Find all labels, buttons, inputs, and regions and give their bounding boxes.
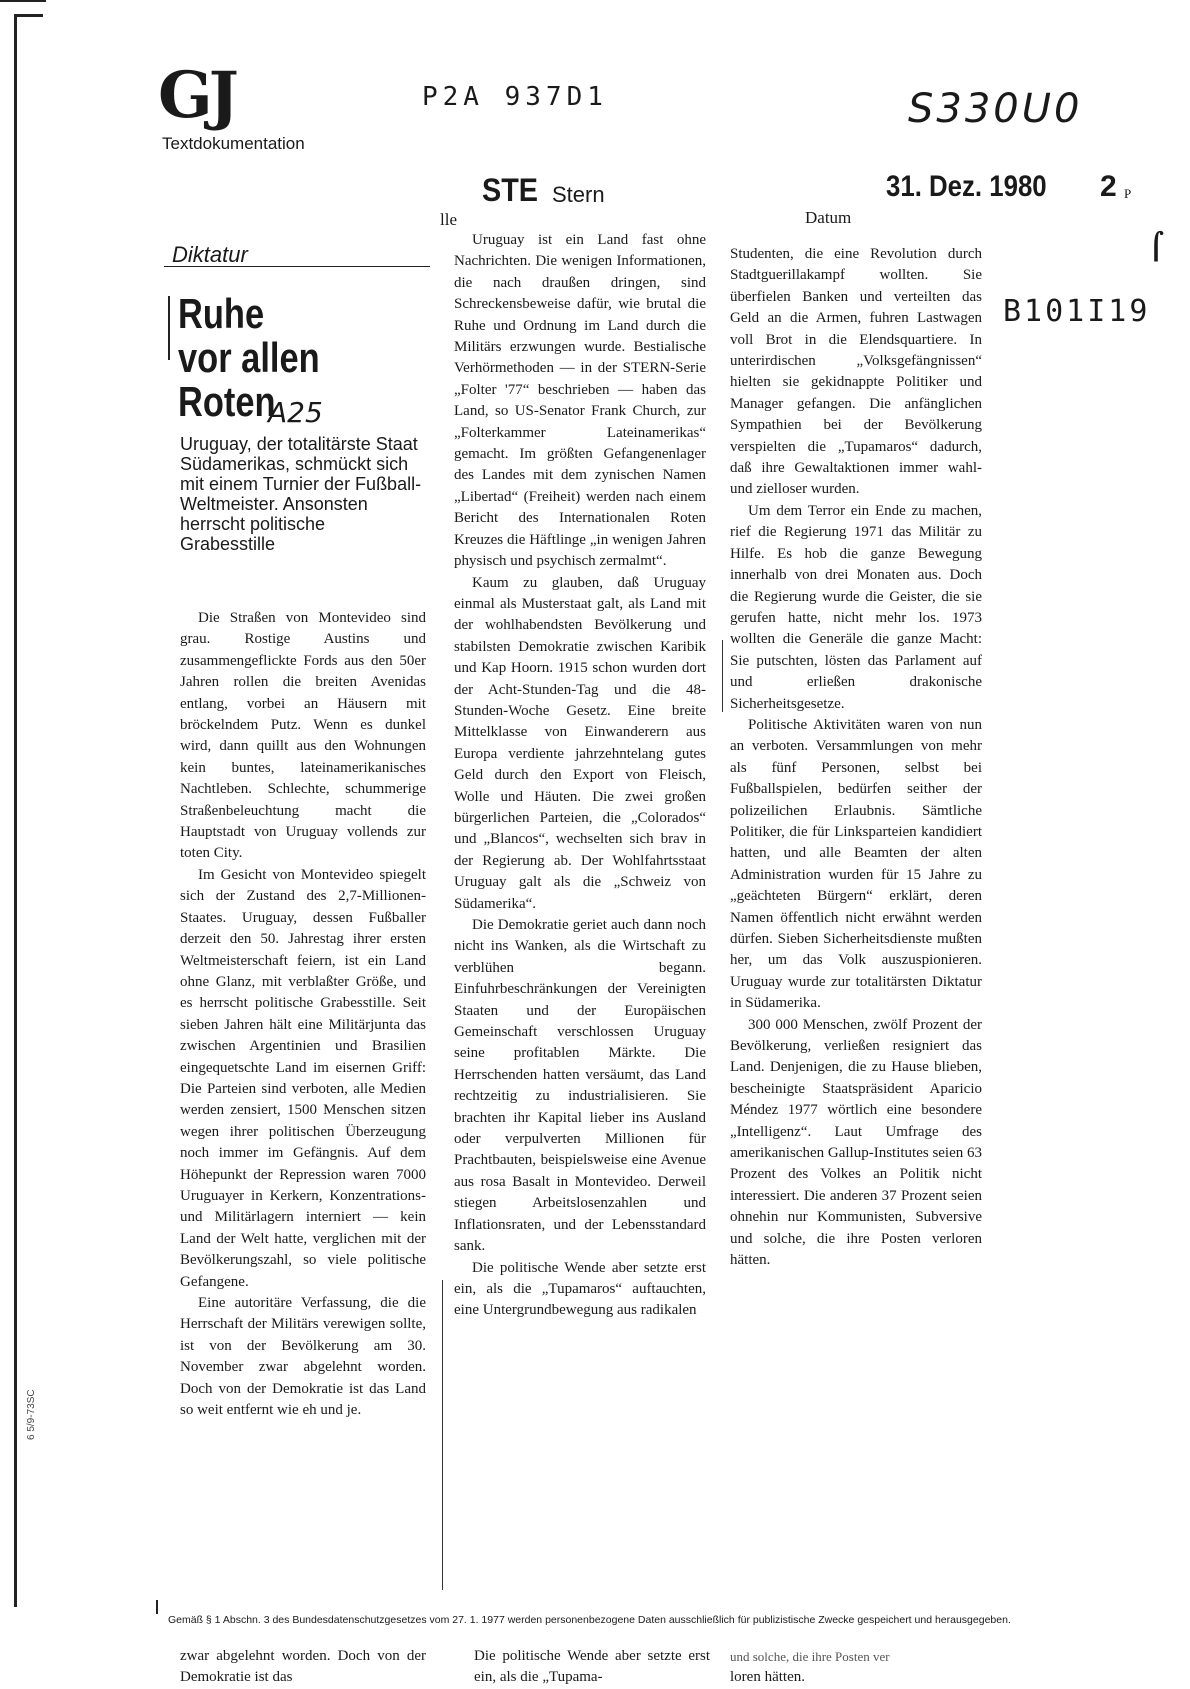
duplicate-strip-col-1: zwar abgelehnt worden. Doch von der Demokratie ist das <box>180 1648 426 1686</box>
handwritten-reference: S330U0 <box>908 86 1083 132</box>
paragraph: Kaum zu glauben, daß Uruguay einmal als Musterstaat galt, als Land mit der wohlhabendsten Bevölkerung und stabilsten Demokratie zwischen Karibik und Kap Hoorn. 1915 schon wurden dort der Acht-Stunden-Tag und die 48-Stunden-Woche Gesetz. Eine breite Mittelklasse von Einwanderern aus Europa verdiente jahrzehntelang gutes Geld durch den Export von Fleisch, Wolle und Häuten. Die zwei großen bürgerlichen Parteien, die „Colorados“ und „Blancos“, wechselten sich brav in der Regierung ab. Der Wohlfahrtsstaat Uruguay galt als die „Schweiz von Südamerika“. <box>454 574 706 912</box>
source-code: STE <box>482 172 539 208</box>
rubric-divider <box>164 266 430 267</box>
paragraph: Die politische Wende aber setzte erst ein, als die „Tupamaros“ auftauchten, eine Untergrundbewegung aus radikalen <box>454 1259 706 1319</box>
page-number: 2 <box>1100 170 1117 203</box>
duplicate-strip-col-3 <box>730 1646 982 1689</box>
rubric-label: Diktatur <box>172 242 248 267</box>
logo-subtitle: Textdokumentation <box>162 134 305 153</box>
paragraph: Die Straßen von Montevideo sind grau. Rostige Austins und zusammengeflickte Fords aus den 50er Jahren rollen die breiten Avenidas entlang, vorbei an Häusern mit bröckelndem Putz. Wenn es dunkel wird, dann quillt aus den Wohnungen kein buntes, lateinamerikanisches Nachtleben. Schlechte, schummerige Straßenbeleuchtung macht die Hauptstadt von Uruguay vollends zur toten City. <box>180 610 426 862</box>
ile-label: lle <box>440 210 457 229</box>
archive-code: B101I19 <box>1003 294 1151 329</box>
gj-logo: GJ <box>158 58 235 133</box>
scan-corner-mark <box>0 0 46 6</box>
column-rule-margin <box>442 1280 443 1590</box>
headline-line: Ruhe <box>178 290 265 337</box>
page-suffix: P <box>1124 186 1132 201</box>
paragraph: 300 000 Menschen, zwölf Prozent der Bevölkerung, verließen resigniert das Land. Denjenigen, die zu Hause blieben, bescheinigte Staatspräsident Aparicio Méndez 1977 wörtlich eine besondere „Intelligenz“. Laut Umfrage des amerikanischen Gallup-Institutes seien 63 Prozent des Volkes an Politik nicht interessiert. Die anderen 37 Prozent seien ohnehin nur Kommunisten, Subversive und solche, die ihre Posten verloren hätten. <box>730 1016 983 1269</box>
scan-left-border <box>14 14 43 1607</box>
date-stamp: 31. Dez. 1980 <box>886 170 1047 203</box>
paragraph: Im Gesicht von Montevideo spiegelt sich der Zustand des 2,7-Millionen-Staates. Uruguay, dessen Fußballer derzeit den 50. Jahrestag ihrer ersten Weltmeisterschaft feiern, ist ein Land ohne Glanz, mit verblaßter Größe, und es herrscht politische Grabesstille. Seit sieben Jahren hält eine Militärjunta das zwischen Argentinien und Brasilien eingequetschte Land im eisernen Griff: Die Parteien sind verboten, alle Medien werden zensiert, 1500 Menschen sitzen wegen ihrer politischen Überzeugung noch immer im Gefängnis. Auf dem Höhepunkt der Repression waren 7000 Uruguayer in Kerkern, Konzentrations- und Militärlagern interniert — kein Land der Welt hatte, verglichen mit der Bevölkerungszahl, so viele politische Gefangene. <box>180 866 426 1290</box>
handwritten-note: A25 <box>268 396 323 429</box>
headline-line: Roten <box>178 378 276 425</box>
duplicate-strip-faint-line: und solche, die ihre Posten ver <box>730 1649 890 1664</box>
article-deck: Uruguay, der totalitärste Staat Südamerikas, schmückt sich mit einem Turnier der Fußball-Weltmeister. Ansonsten herrscht politische Grabesstille <box>180 434 422 554</box>
column-rule-margin <box>722 640 723 712</box>
headline-margin-mark <box>168 296 170 360</box>
article-column-2 <box>454 230 706 1322</box>
duplicate-strip-line: loren hätten. <box>730 1669 805 1686</box>
paragraph: Uruguay ist ein Land fast ohne Nachrichten. Die wenigen Informationen, die nach draußen dringen, sind Schreckensbeweise dafür, wie brutal die Ruhe und Ordnung im Land durch die Militärs erzwungen wurde. Bestialische Verhörmethoden — in der STERN-Serie „Folter '77“ beschrieben — haben das Land, so US-Senator Frank Church, zur „Folterkammer Lateinamerikas“ gemacht. Im größten Gefangenenlager des Landes mit dem zynischen Namen „Libertad“ (Freiheit) werden nach einem Bericht des Internationalen Roten Kreuzes die Häftlinge „in wenigen Jahren physisch und psychisch zermalmt“. <box>454 232 706 570</box>
headline-line: vor allen <box>178 334 320 381</box>
side-code: 6 5/9-73SC <box>26 1389 37 1440</box>
paragraph: Politische Aktivitäten waren von nun an verboten. Versammlungen von mehr als fünf Personen, selbst bei Fußballspielen, bedürfen seither der polizeilichen Erlaubnis. Sämtliche Politiker, die für Linksparteien kandidiert hatten, und alle Beamten der alten Administration wurden für 15 Jahre zu „geächteten Bürgern“ erklärt, deren Namen öffentlich nicht erwähnt werden dürfen. Sieben Sicherheitsdienste mußten her, um das Volk auszuspionieren. Uruguay wurde zur totalitärsten Diktatur in Südamerika. <box>730 716 982 1012</box>
paragraph: Studenten, die eine Revolution durch Stadtguerillakampf wollten. Sie überfielen Banken und verteilten das Geld an die Armen, fuhren Lastwagen voll Brot in die Elendsquartiere. In unterirdischen „Volksgefängnissen“ hielten sie gekidnappte Politiker und Manager gefangen. Die anfänglichen Sympathien bei der Bevölkerung verspielten die „Tupamaros“ dadurch, daß ihre Gewaltaktionen immer wahl- und zielloser wurden. <box>730 246 982 498</box>
article-column-3 <box>730 244 982 1272</box>
source-name: Stern <box>552 182 605 207</box>
paragraph: Die Demokratie geriet auch dann noch nicht ins Wanken, als die Wirtschaft zu verblühen begann. Einfuhrbeschränkungen der Vereinigten Staaten und der Europäischen Gemeinschaft verschlossen Uruguay seine profitablen Märkte. Die Herrschenden hatten versäumt, das Land rechtzeitig zu industrialisieren. Sie brachten ihr Kapital lieber ins Ausland oder verpulverten Millionen für Prachtbauten, beispielsweise eine Avenue aus rosa Basalt in Montevideo. Derweil stiegen Arbeitslosenzahlen und Inflationsraten, und der Lebensstandard sank. <box>454 917 706 1255</box>
legal-margin-mark <box>156 1600 158 1614</box>
datum-label: Datum <box>805 208 852 227</box>
duplicate-strip-col-2: Die politische Wende aber setzte erst ein, als die „Tupama- <box>474 1648 710 1686</box>
paragraph: Um dem Terror ein Ende zu machen, rief die Regierung 1971 das Militär zu Hilfe. Es hob die ganze Bewegung innerhalb von drei Monaten aus. Doch die Regierung wurde die Geister, die sie gerufen hatte, nicht mehr los. 1973 wollten die Generäle die ganze Macht: Sie putschten, lösten das Parlament auf und erließen drakonische Sicherheitsgesetze. <box>730 502 982 712</box>
document-code: P2A 937D1 <box>422 82 608 112</box>
data-protection-note: Gemäß § 1 Abschn. 3 des Bundesdatenschutzgesetzes vom 27. 1. 1977 werden personenbezogene Daten ausschließlich für publizistische Zwecke gespeichert und herausgegeben. <box>168 1614 1011 1626</box>
article-column-1 <box>180 608 426 1421</box>
hook-mark-icon: ⌠ <box>1148 232 1164 262</box>
paragraph: Eine autoritäre Verfassung, die die Herrschaft der Militärs verewigen sollte, ist von der Bevölkerung am 30. November zwar abgelehnt worden. Doch von der Demokratie ist das Land so weit entfernt wie eh und je. <box>180 1295 426 1419</box>
